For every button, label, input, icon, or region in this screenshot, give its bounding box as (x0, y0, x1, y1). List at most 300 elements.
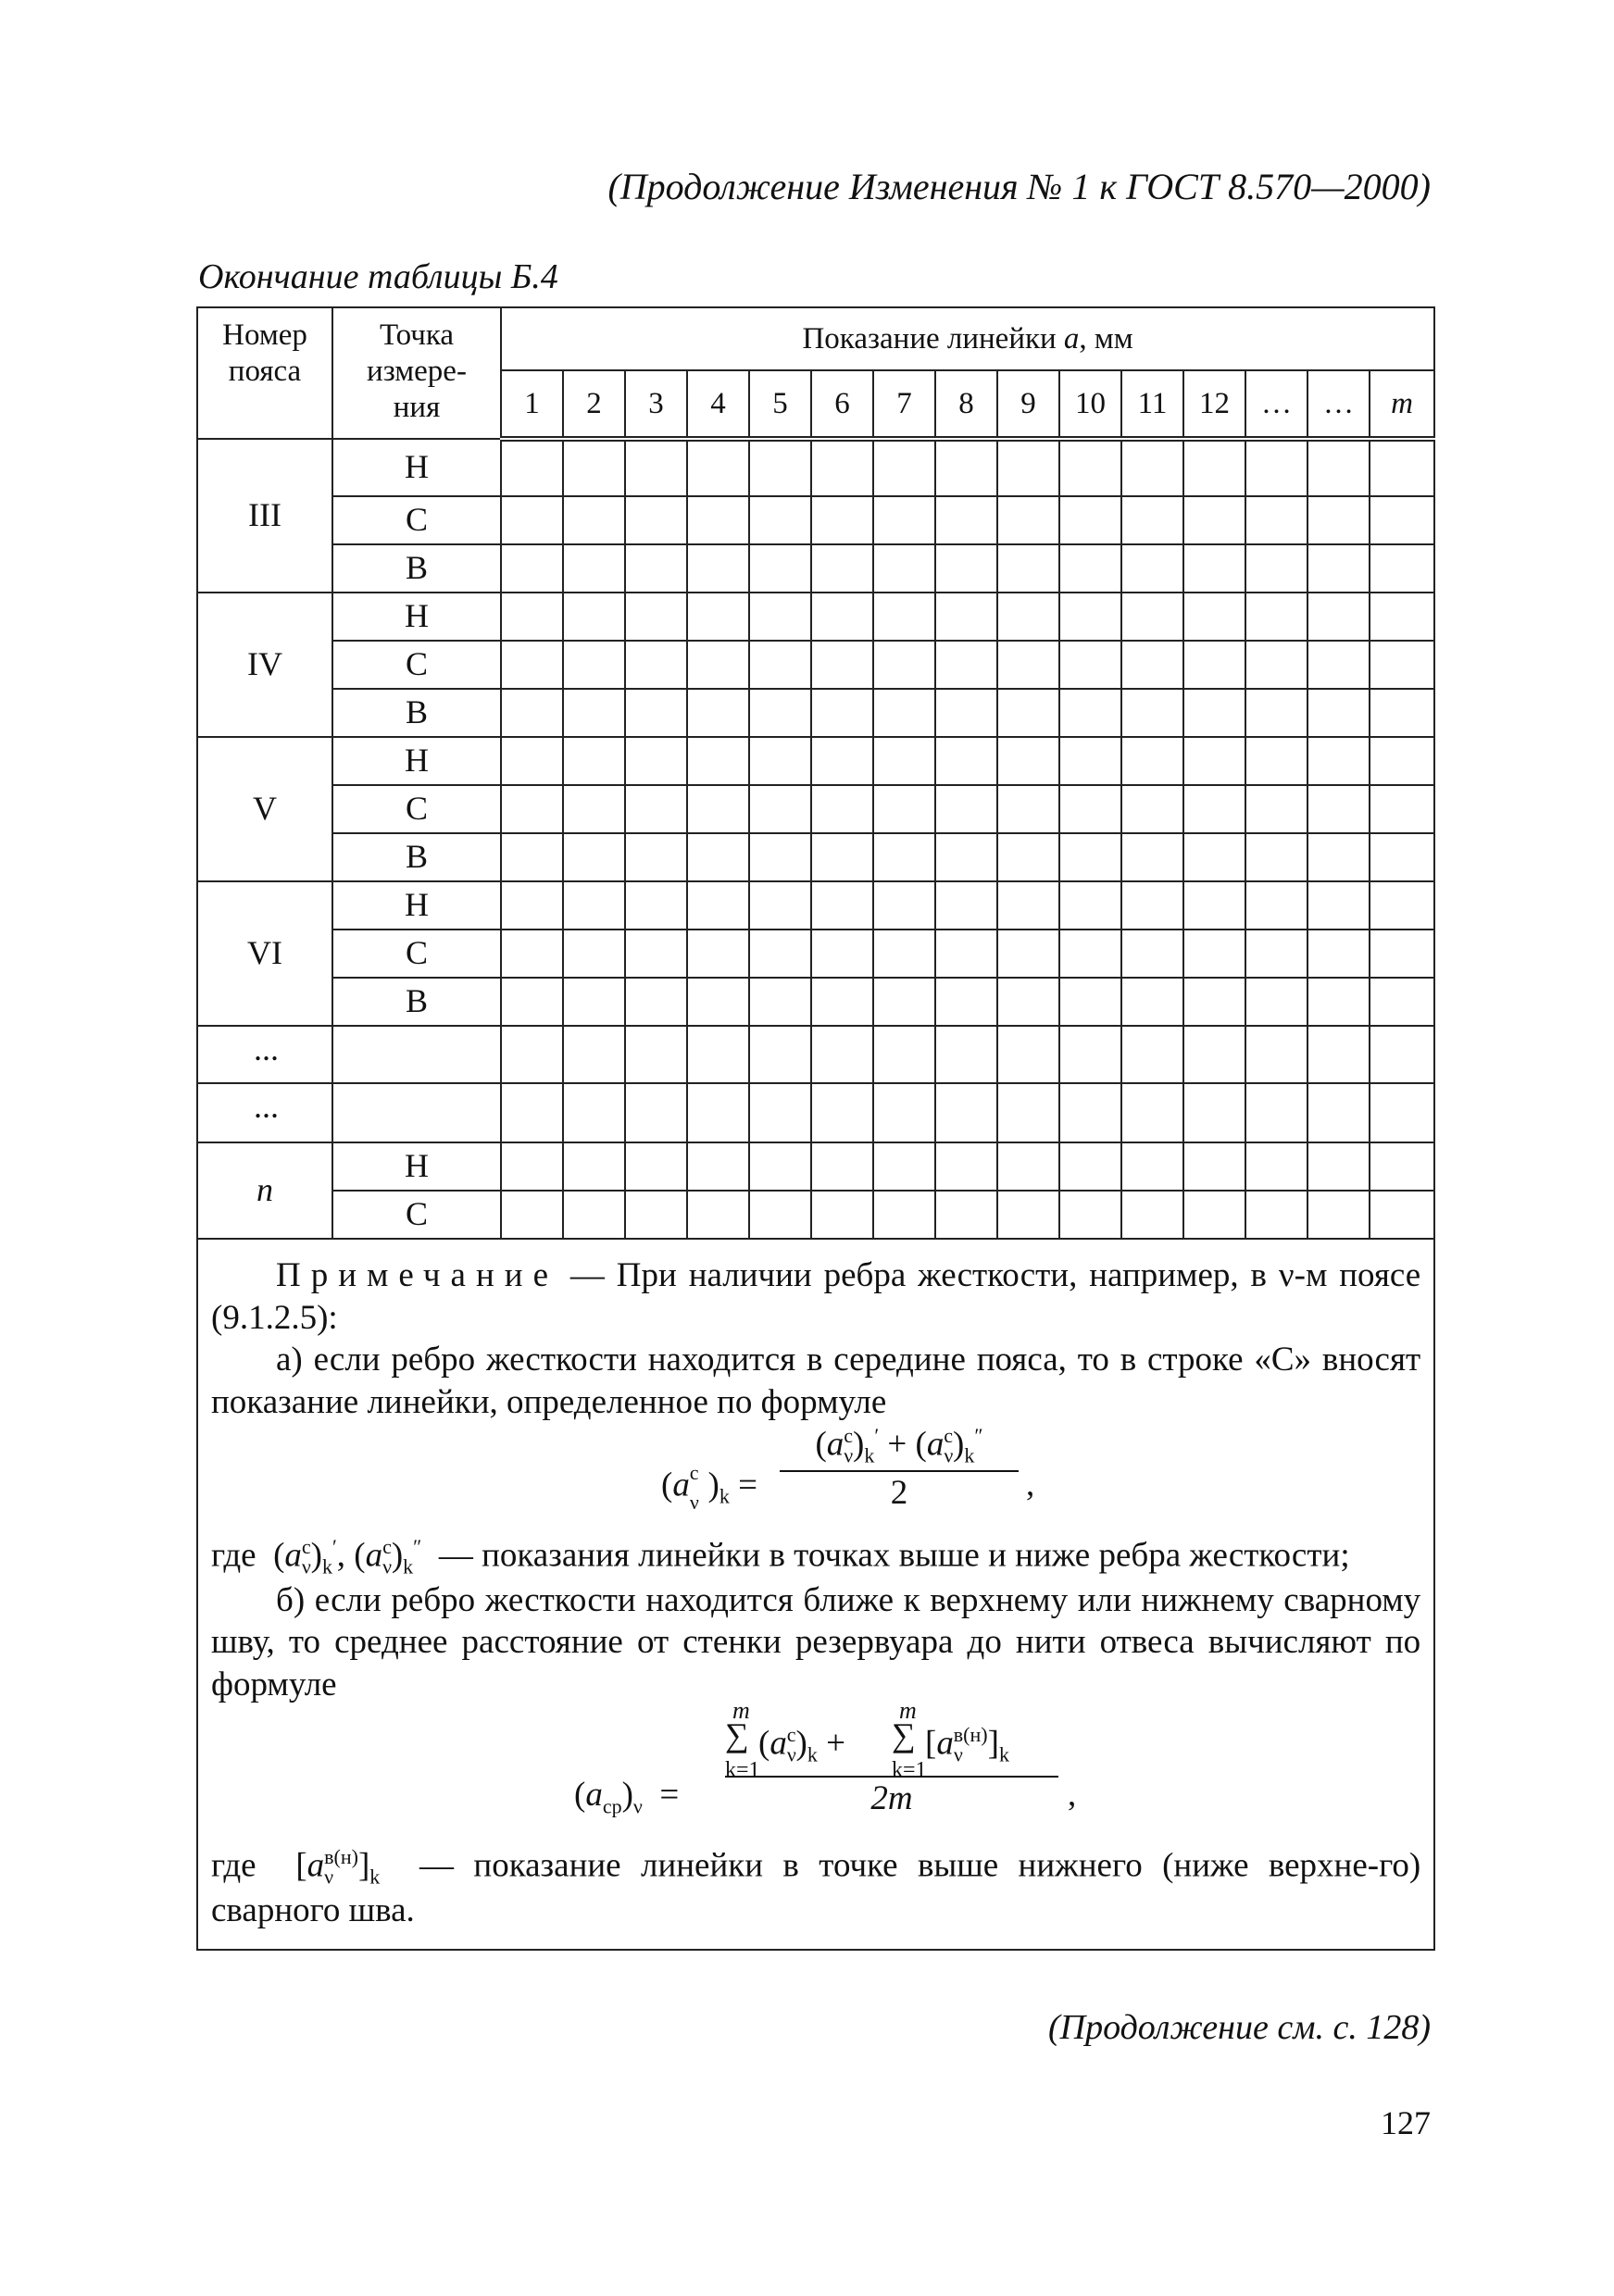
reading-cell (1121, 1142, 1183, 1191)
reading-cell (625, 593, 687, 641)
reading-cell (1245, 785, 1307, 833)
reading-cell (1370, 1026, 1434, 1083)
reading-cell (1183, 978, 1245, 1026)
reading-cell (749, 785, 811, 833)
reading-cell (749, 1191, 811, 1239)
reading-cell (625, 881, 687, 930)
reading-cell (1307, 544, 1370, 593)
measure-point-cell: Н (332, 881, 501, 930)
reading-cell (935, 930, 997, 978)
reading-cell (501, 689, 563, 737)
reading-cell (1121, 1083, 1183, 1142)
reading-cell (1307, 930, 1370, 978)
measure-point-cell: С (332, 785, 501, 833)
reading-cell (997, 593, 1059, 641)
reading-column-header: 12 (1183, 370, 1245, 439)
reading-cell (1121, 881, 1183, 930)
reading-cell (1183, 439, 1245, 496)
reading-cell (501, 737, 563, 785)
reading-cell (1121, 785, 1183, 833)
header-measure-point: Точка измере- ния (332, 307, 501, 439)
reading-cell (811, 881, 873, 930)
reading-column-header: 3 (625, 370, 687, 439)
reading-cell (1245, 1026, 1307, 1083)
reading-cell (811, 1083, 873, 1142)
reading-cell (873, 978, 935, 1026)
reading-cell (1370, 593, 1434, 641)
reading-cell (997, 496, 1059, 544)
reading-cell (811, 1142, 873, 1191)
table-row (197, 496, 1434, 544)
reading-cell (1059, 641, 1121, 689)
reading-cell (811, 930, 873, 978)
table-caption: Окончание таблицы Б.4 (198, 257, 558, 296)
reading-cell (687, 785, 749, 833)
reading-cell (749, 593, 811, 641)
table-row (197, 737, 1434, 785)
reading-cell (1059, 1191, 1121, 1239)
reading-cell (935, 1083, 997, 1142)
header-belt-number: Номер пояса (197, 307, 332, 439)
table-row (197, 930, 1434, 978)
reading-cell (1059, 1142, 1121, 1191)
note-intro: Примечание — При наличии ребра жесткости, например, в ν-м поясе (9.1.2.5): (211, 1256, 1421, 1337)
reading-cell (1059, 737, 1121, 785)
reading-cell (501, 833, 563, 881)
reading-cell (563, 833, 625, 881)
note-item-a: а) если ребро жесткости находится в середине пояса, то в строке «С» вносят показание линейки, определенное по формуле (211, 1341, 1421, 1421)
table-row (197, 833, 1434, 881)
reading-cell (501, 1083, 563, 1142)
reading-cell (563, 544, 625, 593)
reading-cell (1183, 689, 1245, 737)
reading-cell (1307, 496, 1370, 544)
reading-cell (687, 641, 749, 689)
reading-cell (873, 1142, 935, 1191)
reading-cell (1245, 1083, 1307, 1142)
reading-cell (1245, 1142, 1307, 1191)
measurement-table (196, 306, 1433, 1951)
reading-cell (1245, 833, 1307, 881)
reading-cell (1059, 785, 1121, 833)
reading-cell (501, 1142, 563, 1191)
reading-cell (873, 833, 935, 881)
reading-cell (1370, 544, 1434, 593)
reading-cell (935, 1191, 997, 1239)
reading-cell (501, 978, 563, 1026)
table-row (197, 1083, 1434, 1142)
reading-cell (563, 978, 625, 1026)
reading-cell (749, 1083, 811, 1142)
reading-cell (1307, 1083, 1370, 1142)
reading-cell (1121, 544, 1183, 593)
reading-cell (997, 737, 1059, 785)
reading-cell (1059, 1026, 1121, 1083)
reading-cell (997, 1026, 1059, 1083)
reading-cell (563, 1142, 625, 1191)
formula-midpoint: ($a_\nu^c$ )$_k$ = $(a_\nu^c)_k' + (a_\nu^c)_k''$ 2 , (661, 1424, 1035, 1514)
reading-cell (501, 439, 563, 496)
reading-cell (625, 930, 687, 978)
reading-cell (1183, 544, 1245, 593)
reading-cell (1245, 439, 1307, 496)
reading-cell (997, 833, 1059, 881)
reading-cell (1121, 1026, 1183, 1083)
reading-cell (873, 1026, 935, 1083)
reading-cell (749, 930, 811, 978)
reading-cell (687, 1142, 749, 1191)
measure-point-cell (332, 1083, 501, 1142)
reading-cell (501, 881, 563, 930)
reading-cell (997, 978, 1059, 1026)
reading-column-header: 8 (935, 370, 997, 439)
reading-cell (1245, 1191, 1307, 1239)
reading-cell (811, 833, 873, 881)
reading-column-header: … (1307, 370, 1370, 439)
measure-point-cell: С (332, 1191, 501, 1239)
reading-cell (1059, 689, 1121, 737)
reading-cell (1059, 930, 1121, 978)
reading-cell (1059, 978, 1121, 1026)
reading-cell (501, 785, 563, 833)
reading-column-header: 11 (1121, 370, 1183, 439)
reading-cell (1121, 1191, 1183, 1239)
reading-cell (1307, 689, 1370, 737)
reading-cell (935, 593, 997, 641)
reading-cell (687, 593, 749, 641)
reading-cell (563, 1191, 625, 1239)
reading-cell (563, 930, 625, 978)
reading-cell (687, 978, 749, 1026)
reading-cell (1059, 544, 1121, 593)
reading-column-header: 5 (749, 370, 811, 439)
reading-cell (997, 439, 1059, 496)
reading-cell (563, 439, 625, 496)
belt-number-cell: ... (197, 1083, 332, 1142)
reading-cell (873, 737, 935, 785)
reading-cell (749, 1026, 811, 1083)
table-body (197, 439, 1434, 1239)
reading-cell (811, 641, 873, 689)
measure-point-cell: В (332, 833, 501, 881)
belt-number-cell: IV (197, 593, 332, 737)
reading-cell (1307, 593, 1370, 641)
reading-cell (1183, 1026, 1245, 1083)
reading-cell (749, 544, 811, 593)
reading-cell (1307, 1142, 1370, 1191)
reading-cell (1245, 544, 1307, 593)
reading-cell (687, 833, 749, 881)
measure-point-cell: Н (332, 593, 501, 641)
reading-cell (935, 737, 997, 785)
reading-cell (1245, 737, 1307, 785)
reading-cell (687, 930, 749, 978)
table-row (197, 1142, 1434, 1191)
reading-cell (1245, 641, 1307, 689)
reading-cell (501, 1026, 563, 1083)
reading-cell (1307, 737, 1370, 785)
reading-column-header: 1 (501, 370, 563, 439)
reading-cell (997, 544, 1059, 593)
reading-cell (1307, 439, 1370, 496)
reading-cell (873, 439, 935, 496)
reading-cell (873, 881, 935, 930)
reading-cell (1183, 930, 1245, 978)
reading-cell (1370, 737, 1434, 785)
continuation-footer: (Продолжение см. с. 128) (1047, 2008, 1431, 2047)
reading-cell (997, 1142, 1059, 1191)
reading-cell (625, 978, 687, 1026)
reading-cell (501, 544, 563, 593)
reading-cell (625, 641, 687, 689)
reading-cell (625, 1026, 687, 1083)
reading-cell (501, 930, 563, 978)
reading-cell (687, 1026, 749, 1083)
reading-cell (1121, 496, 1183, 544)
reading-cell (1121, 930, 1183, 978)
reading-cell (935, 978, 997, 1026)
reading-cell (687, 881, 749, 930)
reading-cell (935, 544, 997, 593)
reading-cell (1183, 833, 1245, 881)
reading-cell (563, 1026, 625, 1083)
table-row (197, 978, 1434, 1026)
note-item-b: б) если ребро жесткости находится ближе к верхнему или нижнему сварному шву, то среднее расстояние от стенки резервуара до нити отвеса вычисляют по формуле (211, 1580, 1421, 1703)
reading-cell (1370, 1142, 1434, 1191)
reading-cell (1370, 496, 1434, 544)
reading-cell (1183, 881, 1245, 930)
reading-cell (501, 641, 563, 689)
reading-cell (625, 1191, 687, 1239)
reading-cell (1059, 439, 1121, 496)
reading-cell (873, 785, 935, 833)
reading-cell (935, 641, 997, 689)
reading-cell (811, 593, 873, 641)
measure-point-cell (332, 1026, 501, 1083)
measure-point-cell: В (332, 544, 501, 593)
continuation-header: (Продолжение Изменения № 1 к ГОСТ 8.570—2000) (607, 166, 1431, 207)
reading-cell (873, 544, 935, 593)
reading-cell (749, 689, 811, 737)
reading-cell (1121, 641, 1183, 689)
table-note (197, 1239, 1434, 1950)
reading-cell (997, 930, 1059, 978)
reading-cell (1183, 496, 1245, 544)
reading-cell (811, 1191, 873, 1239)
reading-cell (501, 496, 563, 544)
reading-cell (1307, 1191, 1370, 1239)
reading-cell (1183, 1083, 1245, 1142)
reading-cell (563, 1083, 625, 1142)
header-readings: Показание линейки a, мм (501, 307, 1434, 370)
reading-cell (873, 1191, 935, 1239)
reading-cell (1370, 785, 1434, 833)
reading-cell (873, 593, 935, 641)
reading-cell (1370, 1083, 1434, 1142)
reading-cell (1059, 496, 1121, 544)
table-row (197, 1026, 1434, 1083)
reading-cell (1307, 785, 1370, 833)
note-where-a: где $(a_\nu^c)_k'$, $(a_\nu^c)_k''$ — показания линейки в точках выше и ниже ребра жесткости; (211, 1535, 1350, 1578)
reading-cell (811, 544, 873, 593)
reading-cell (1121, 833, 1183, 881)
reading-cell (873, 496, 935, 544)
reading-cell (563, 785, 625, 833)
reading-cell (1245, 881, 1307, 930)
reading-cell (811, 978, 873, 1026)
reading-cell (1183, 641, 1245, 689)
reading-cell (1307, 1026, 1370, 1083)
measure-point-cell: В (332, 689, 501, 737)
reading-cell (1370, 833, 1434, 881)
reading-cell (563, 689, 625, 737)
reading-cell (997, 1083, 1059, 1142)
reading-cell (811, 496, 873, 544)
reading-column-header: 6 (811, 370, 873, 439)
reading-cell (935, 881, 997, 930)
reading-cell (687, 689, 749, 737)
belt-number-cell: VI (197, 881, 332, 1026)
reading-cell (687, 439, 749, 496)
reading-cell (625, 439, 687, 496)
measure-point-cell: С (332, 496, 501, 544)
reading-cell (625, 689, 687, 737)
reading-cell (1370, 1191, 1434, 1239)
reading-cell (935, 496, 997, 544)
reading-column-header: 4 (687, 370, 749, 439)
table-row (197, 641, 1434, 689)
measure-point-cell: С (332, 930, 501, 978)
reading-cell (687, 1083, 749, 1142)
measure-point-cell: Н (332, 439, 501, 496)
reading-cell (811, 689, 873, 737)
reading-cell (1245, 930, 1307, 978)
belt-number-cell: III (197, 439, 332, 593)
reading-cell (625, 544, 687, 593)
reading-cell (997, 881, 1059, 930)
reading-cell (1245, 689, 1307, 737)
measure-point-cell: С (332, 641, 501, 689)
reading-cell (749, 439, 811, 496)
reading-cell (1183, 1142, 1245, 1191)
measure-point-cell: Н (332, 1142, 501, 1191)
reading-cell (1245, 593, 1307, 641)
reading-cell (749, 833, 811, 881)
reading-cell (1245, 978, 1307, 1026)
reading-cell (873, 1083, 935, 1142)
table-row (197, 593, 1434, 641)
reading-column-header: 2 (563, 370, 625, 439)
reading-cell (1183, 785, 1245, 833)
reading-cell (563, 737, 625, 785)
reading-cell (1121, 978, 1183, 1026)
reading-cell (935, 833, 997, 881)
reading-cell (873, 689, 935, 737)
reading-cell (1370, 978, 1434, 1026)
belt-number-cell: V (197, 737, 332, 881)
reading-cell (625, 496, 687, 544)
reading-cell (935, 439, 997, 496)
reading-cell (1370, 641, 1434, 689)
table-row (197, 439, 1434, 496)
reading-cell (1183, 737, 1245, 785)
reading-column-header: 9 (997, 370, 1059, 439)
reading-cell (1183, 1191, 1245, 1239)
reading-cell (1245, 496, 1307, 544)
reading-column-header: 10 (1059, 370, 1121, 439)
page-number: 127 (1381, 2104, 1431, 2141)
reading-cell (563, 496, 625, 544)
reading-cell (1307, 978, 1370, 1026)
reading-cell (1059, 833, 1121, 881)
reading-cell (1370, 689, 1434, 737)
reading-cell (997, 1191, 1059, 1239)
reading-cell (1370, 881, 1434, 930)
reading-cell (749, 641, 811, 689)
reading-column-header: … (1245, 370, 1307, 439)
reading-cell (749, 496, 811, 544)
reading-cell (1121, 439, 1183, 496)
reading-cell (1121, 689, 1183, 737)
belt-number-cell: n (197, 1142, 332, 1239)
table-row (197, 881, 1434, 930)
reading-cell (687, 1191, 749, 1239)
reading-cell (749, 978, 811, 1026)
reading-cell (1059, 881, 1121, 930)
reading-cell (501, 1191, 563, 1239)
note-title: Примечание (276, 1256, 558, 1294)
reading-cell (1183, 593, 1245, 641)
reading-cell (1059, 1083, 1121, 1142)
reading-cell (1059, 593, 1121, 641)
reading-cell (563, 593, 625, 641)
reading-cell (625, 833, 687, 881)
note-where-b: где $[a_\nu^{в(н)}]_k$ — показание линейки в точке выше нижнего (ниже верхне-го) сварного шва. (211, 1845, 1421, 1930)
reading-cell (501, 593, 563, 641)
reading-cell (811, 1026, 873, 1083)
reading-cell (1307, 881, 1370, 930)
reading-cell (873, 930, 935, 978)
reading-cell (1307, 641, 1370, 689)
reading-cell (625, 1142, 687, 1191)
reading-cell (687, 544, 749, 593)
reading-cell (625, 1083, 687, 1142)
measure-point-cell: Н (332, 737, 501, 785)
table-row (197, 785, 1434, 833)
reading-column-header: m (1370, 370, 1434, 439)
table-row (197, 1191, 1434, 1239)
reading-cell (625, 737, 687, 785)
reading-cell (1121, 593, 1183, 641)
reading-cell (1370, 439, 1434, 496)
reading-cell (1121, 737, 1183, 785)
reading-cell (811, 439, 873, 496)
reading-cell (687, 737, 749, 785)
formula-average: $(a_{ср})_\nu$ = m ∑ $(a_\nu^c)_k$ + m ∑ $[a_\nu^{в(н)}]_k$ k=1 k=1 2m , (574, 1697, 1077, 1818)
table-row (197, 689, 1434, 737)
reading-cell (811, 737, 873, 785)
reading-cell (935, 689, 997, 737)
reading-cell (563, 881, 625, 930)
reading-cell (997, 641, 1059, 689)
reading-cell (935, 1142, 997, 1191)
reading-cell (935, 1026, 997, 1083)
reading-cell (935, 785, 997, 833)
reading-cell (873, 641, 935, 689)
reading-cell (625, 785, 687, 833)
reading-cell (1370, 930, 1434, 978)
belt-number-cell: ... (197, 1026, 332, 1083)
